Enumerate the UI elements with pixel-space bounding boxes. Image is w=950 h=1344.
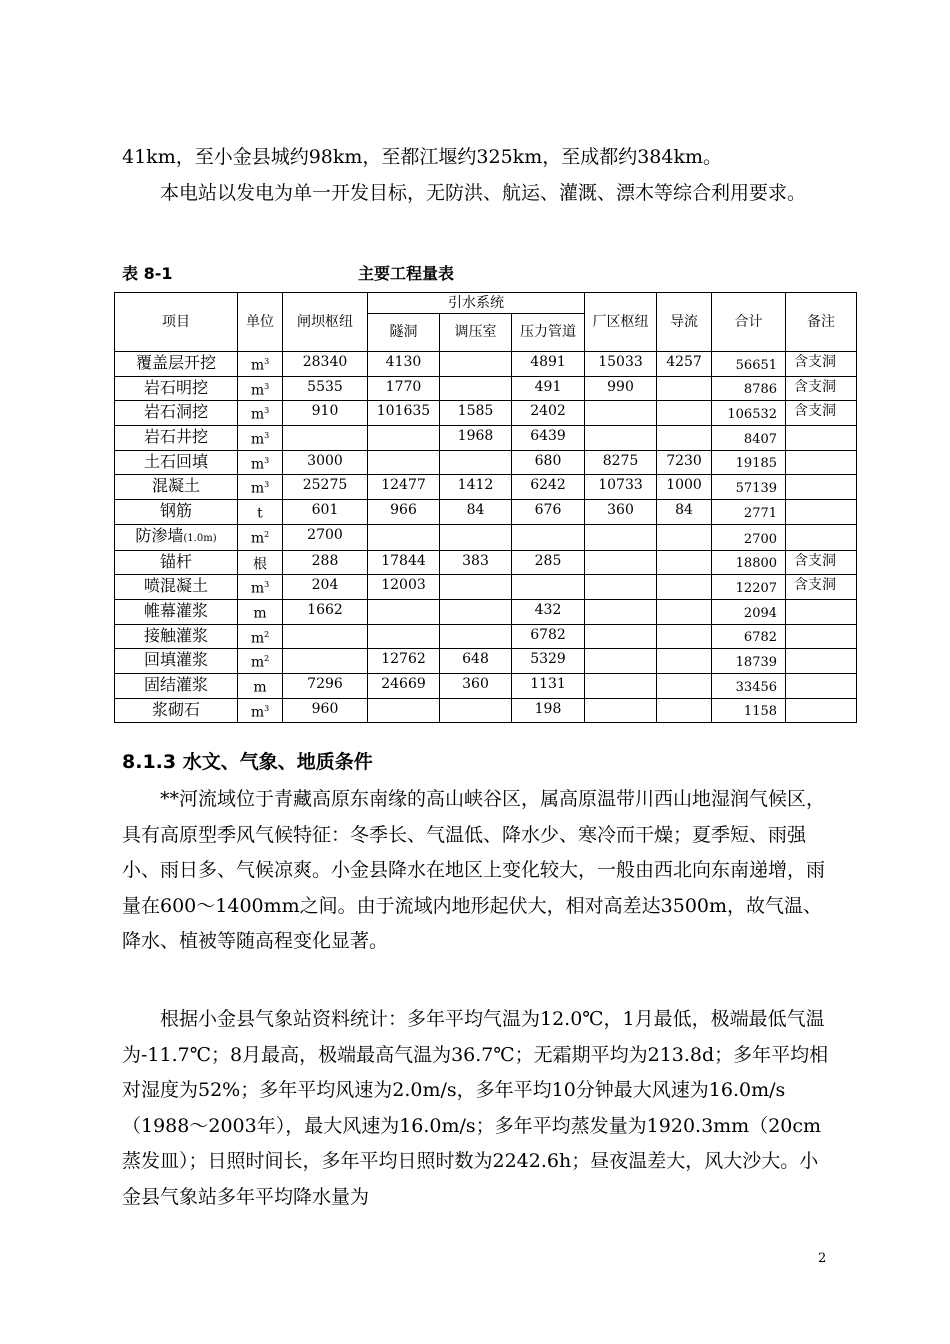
header-tunnel: 隧洞	[368, 314, 440, 352]
header-unit: 单位	[238, 293, 283, 352]
cell-tunnel: 17844	[368, 550, 440, 575]
cell-flow	[657, 376, 712, 401]
cell-tunnel: 24669	[368, 673, 440, 698]
cell-unit: $m^2$	[238, 649, 283, 674]
cell-dam: 204	[283, 575, 368, 600]
cell-total: 56651	[712, 352, 786, 377]
table-row	[115, 450, 857, 475]
cell-tunnel	[368, 450, 440, 475]
cell-plant	[585, 401, 657, 426]
cell-note	[786, 499, 857, 524]
cell-item: 岩石明挖	[115, 376, 238, 401]
purpose-paragraph: 本电站以发电为单一开发目标，无防洪、航运、灌溉、漂木等综合利用要求。	[160, 182, 807, 204]
cell-unit: m	[238, 599, 283, 624]
cell-surge: 383	[440, 550, 512, 575]
cell-plant	[585, 599, 657, 624]
cell-total: 18800	[712, 550, 786, 575]
cell-flow: 1000	[657, 475, 712, 500]
cell-note	[786, 698, 857, 723]
header-surge: 调压室	[440, 314, 512, 352]
header-diversion-system: 引水系统	[368, 293, 585, 314]
table-row	[115, 575, 857, 600]
cell-total: 12207	[712, 575, 786, 600]
cell-item: 帷幕灌浆	[115, 599, 238, 624]
cell-plant	[585, 673, 657, 698]
cell-unit: $m^3$	[238, 425, 283, 450]
cell-unit: $m^3$	[238, 376, 283, 401]
cell-penstock: 198	[512, 698, 585, 723]
intro-paragraph: 41km，至小金县城约98km，至都江堰约325km，至成都约384km。	[122, 146, 723, 168]
cell-unit: $m^3$	[238, 401, 283, 426]
cell-note	[786, 475, 857, 500]
table-number: 表 8-1	[122, 264, 173, 283]
cell-dam: 288	[283, 550, 368, 575]
cell-total: 8407	[712, 425, 786, 450]
climate-paragraph: **河流域位于青藏高原东南缘的高山峡谷区，属高原温带川西山地湿润气候区，具有高原型季风气候特征：冬季长、气温低、降水少、寒冷而干燥；夏季短、雨强小、雨日多、气候凉爽。小金县降水在地区上变化较大，一般由西北向东南递增，雨量在600～1400mm之间。由于流域内地形起伏大，相对高差达3500m，故气温、降水、植被等随高程变化显著。	[122, 788, 826, 952]
cell-plant: 360	[585, 499, 657, 524]
cell-item: 接触灌浆	[115, 624, 238, 649]
cell-total: 2700	[712, 524, 786, 550]
cell-note	[786, 624, 857, 649]
cell-tunnel	[368, 425, 440, 450]
cell-penstock: 4891	[512, 352, 585, 377]
cell-dam: 7296	[283, 673, 368, 698]
table-row	[115, 425, 857, 450]
cell-note	[786, 599, 857, 624]
cell-surge: 1412	[440, 475, 512, 500]
cell-note	[786, 450, 857, 475]
table-title: 主要工程量表	[358, 264, 455, 283]
cell-unit: m	[238, 673, 283, 698]
cell-flow	[657, 698, 712, 723]
header-item: 项目	[115, 293, 238, 352]
cell-plant	[585, 550, 657, 575]
cell-dam: 960	[283, 698, 368, 723]
cell-note: 含支洞	[786, 575, 857, 600]
cell-total: 19185	[712, 450, 786, 475]
cell-penstock	[512, 575, 585, 600]
cell-tunnel: 12003	[368, 575, 440, 600]
cell-total: 2771	[712, 499, 786, 524]
cell-tunnel: 101635	[368, 401, 440, 426]
cell-tunnel	[368, 524, 440, 550]
cell-total: 18739	[712, 649, 786, 674]
cell-dam	[283, 624, 368, 649]
cell-surge	[440, 575, 512, 600]
cell-flow	[657, 425, 712, 450]
cell-surge	[440, 450, 512, 475]
section-heading: 8.1.3 水文、气象、地质条件	[122, 751, 373, 773]
cell-note: 含支洞	[786, 550, 857, 575]
cell-penstock: 5329	[512, 649, 585, 674]
cell-surge	[440, 624, 512, 649]
cell-tunnel: 4130	[368, 352, 440, 377]
cell-unit: $m^3$	[238, 450, 283, 475]
cell-total: 33456	[712, 673, 786, 698]
cell-item: 钢筋	[115, 499, 238, 524]
cell-surge	[440, 352, 512, 377]
cell-dam: 1662	[283, 599, 368, 624]
table-caption	[122, 258, 834, 284]
header-plant: 厂区枢纽	[585, 293, 657, 352]
stats-paragraph: 根据小金县气象站资料统计：多年平均气温为12.0℃，1月最低，极端最低气温为-11.7℃；8月最高，极端最高气温为36.7℃；无霜期平均为213.8d；多年平均相对湿度为52%；多年平均风速为2.0m/s，多年平均10分钟最大风速为16.0m/s（1988～2003年），最大风速为16.0m/s；多年平均蒸发量为1920.3mm（20cm蒸发皿）；日照时间长，多年平均日照时数为2242.6h；昼夜温差大，风大沙大。小金县气象站多年平均降水量为	[122, 1008, 829, 1208]
cell-unit: t	[238, 499, 283, 524]
cell-item: 岩石洞挖	[115, 401, 238, 426]
cell-note: 含支洞	[786, 376, 857, 401]
table-row	[115, 352, 857, 377]
table-row	[115, 673, 857, 698]
cell-penstock: 2402	[512, 401, 585, 426]
cell-dam	[283, 425, 368, 450]
cell-dam: 25275	[283, 475, 368, 500]
cell-penstock: 6439	[512, 425, 585, 450]
cell-flow	[657, 649, 712, 674]
cell-tunnel: 966	[368, 499, 440, 524]
cell-item: 浆砌石	[115, 698, 238, 723]
cell-surge	[440, 524, 512, 550]
cell-plant	[585, 698, 657, 723]
table-row	[115, 499, 857, 524]
cell-surge: 1585	[440, 401, 512, 426]
cell-flow	[657, 524, 712, 550]
cell-penstock: 676	[512, 499, 585, 524]
table-row	[115, 550, 857, 575]
cell-total: 57139	[712, 475, 786, 500]
cell-dam: 2700	[283, 524, 368, 550]
cell-total: 1158	[712, 698, 786, 723]
cell-note: 含支洞	[786, 352, 857, 377]
cell-tunnel	[368, 624, 440, 649]
cell-tunnel	[368, 698, 440, 723]
cell-total: 106532	[712, 401, 786, 426]
cell-item: 覆盖层开挖	[115, 352, 238, 377]
cell-plant	[585, 624, 657, 649]
table-row	[115, 401, 857, 426]
cell-dam	[283, 649, 368, 674]
cell-flow: 7230	[657, 450, 712, 475]
cell-flow	[657, 575, 712, 600]
cell-plant: 990	[585, 376, 657, 401]
cell-unit: $m^3$	[238, 698, 283, 723]
cell-penstock: 1131	[512, 673, 585, 698]
cell-plant	[585, 425, 657, 450]
cell-unit: $m^3$	[238, 575, 283, 600]
cell-total: 6782	[712, 624, 786, 649]
cell-unit: $m^3$	[238, 475, 283, 500]
cell-tunnel: 12762	[368, 649, 440, 674]
cell-penstock: 680	[512, 450, 585, 475]
cell-surge	[440, 599, 512, 624]
cell-dam: 28340	[283, 352, 368, 377]
cell-item: 锚杆	[115, 550, 238, 575]
cell-unit: 根	[238, 550, 283, 575]
table-row	[115, 624, 857, 649]
cell-surge: 648	[440, 649, 512, 674]
cell-penstock: 6782	[512, 624, 585, 649]
cell-item: 喷混凝土	[115, 575, 238, 600]
cell-total: 8786	[712, 376, 786, 401]
header-dam: 闸坝枢纽	[283, 293, 368, 352]
cell-plant: 15033	[585, 352, 657, 377]
cell-plant: 10733	[585, 475, 657, 500]
cell-total: 2094	[712, 599, 786, 624]
cell-tunnel	[368, 599, 440, 624]
cell-note	[786, 425, 857, 450]
cell-note: 含支洞	[786, 401, 857, 426]
cell-dam: 601	[283, 499, 368, 524]
page-number: 2	[818, 1251, 827, 1266]
cell-penstock: 432	[512, 599, 585, 624]
cell-item: 土石回填	[115, 450, 238, 475]
cell-note	[786, 524, 857, 550]
table-row	[115, 649, 857, 674]
cell-tunnel: 1770	[368, 376, 440, 401]
cell-item: 防渗墙(1.0m)	[115, 524, 238, 550]
header-note: 备注	[786, 293, 857, 352]
cell-item: 混凝土	[115, 475, 238, 500]
cell-item: 回填灌浆	[115, 649, 238, 674]
cell-item: 固结灌浆	[115, 673, 238, 698]
cell-unit: $m^2$	[238, 524, 283, 550]
cell-penstock: 285	[512, 550, 585, 575]
cell-flow	[657, 401, 712, 426]
cell-dam: 3000	[283, 450, 368, 475]
cell-surge: 1968	[440, 425, 512, 450]
cell-note	[786, 649, 857, 674]
header-penstock: 压力管道	[512, 314, 585, 352]
cell-dam: 910	[283, 401, 368, 426]
cell-plant	[585, 524, 657, 550]
cell-unit: $m^3$	[238, 352, 283, 377]
quantities-table	[114, 292, 857, 723]
cell-surge	[440, 698, 512, 723]
header-total: 合计	[712, 293, 786, 352]
cell-flow	[657, 550, 712, 575]
cell-penstock: 6242	[512, 475, 585, 500]
cell-surge	[440, 376, 512, 401]
cell-dam: 5535	[283, 376, 368, 401]
cell-penstock: 491	[512, 376, 585, 401]
table-row	[115, 599, 857, 624]
cell-flow: 4257	[657, 352, 712, 377]
cell-flow	[657, 624, 712, 649]
cell-tunnel: 12477	[368, 475, 440, 500]
cell-surge: 84	[440, 499, 512, 524]
cell-penstock	[512, 524, 585, 550]
cell-plant	[585, 575, 657, 600]
cell-item: 岩石井挖	[115, 425, 238, 450]
cell-note	[786, 673, 857, 698]
table-row	[115, 475, 857, 500]
cell-flow: 84	[657, 499, 712, 524]
cell-flow	[657, 673, 712, 698]
cell-unit: $m^2$	[238, 624, 283, 649]
cell-plant	[585, 649, 657, 674]
cell-surge: 360	[440, 673, 512, 698]
table-row	[115, 698, 857, 723]
table-row	[115, 524, 857, 550]
cell-plant: 8275	[585, 450, 657, 475]
cell-flow	[657, 599, 712, 624]
header-diversion-flow: 导流	[657, 293, 712, 352]
table-row	[115, 376, 857, 401]
